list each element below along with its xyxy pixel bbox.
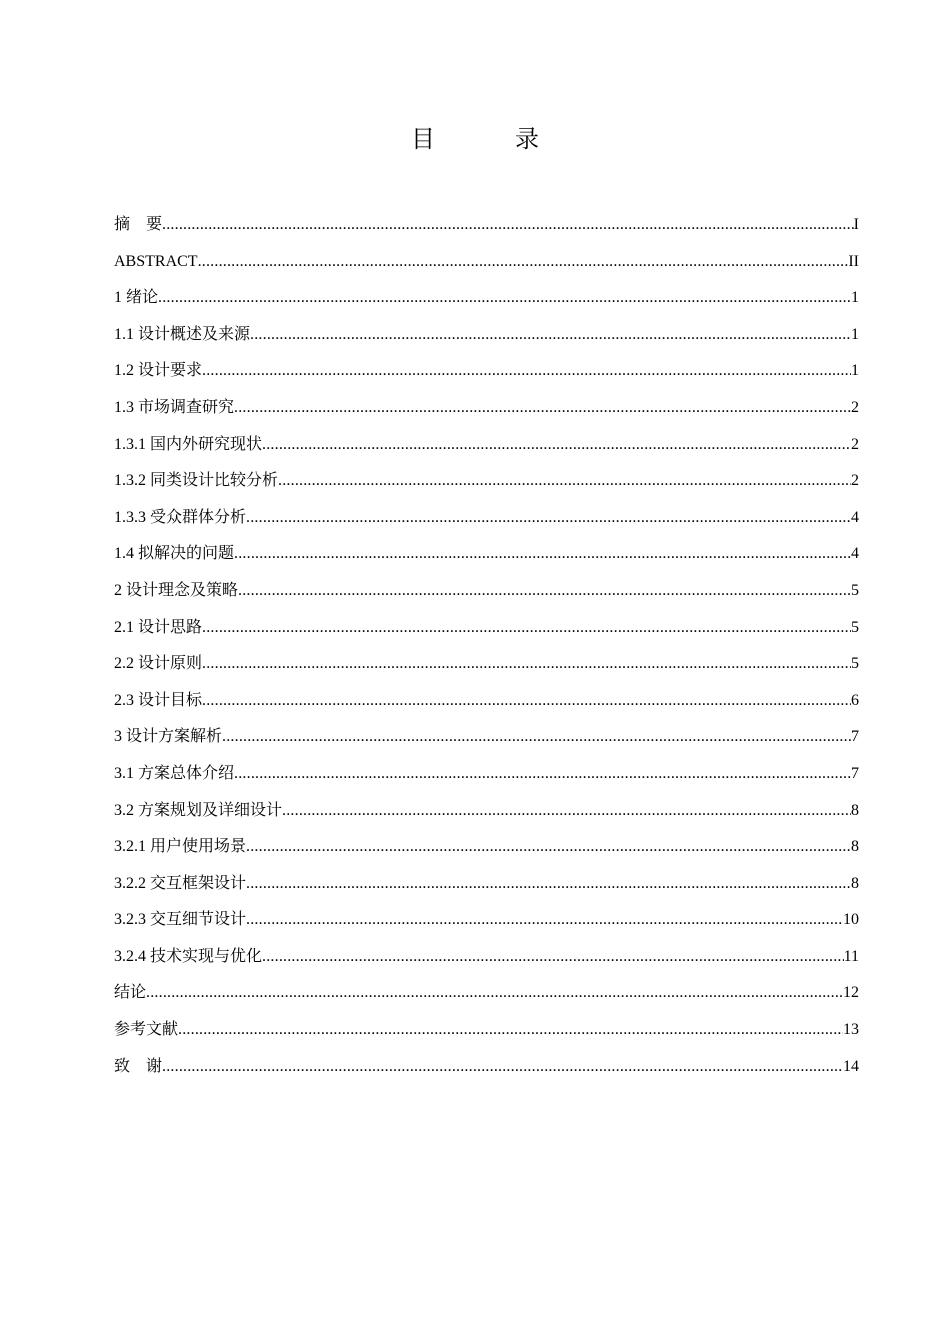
toc-entry-page-number: 1 [851, 325, 859, 343]
toc-dot-leader [146, 975, 843, 1012]
toc-dot-leader [162, 207, 854, 244]
toc-entry-page-number: 11 [843, 947, 859, 965]
toc-entry[interactable] [114, 500, 859, 537]
toc-dot-leader [234, 536, 851, 573]
toc-entry-page-number: 2 [851, 435, 859, 453]
toc-dot-leader [178, 1012, 843, 1049]
toc-entry-page-number: 8 [851, 838, 859, 856]
toc-entry[interactable] [114, 719, 859, 756]
toc-entry-page-number: 8 [851, 874, 859, 892]
toc-dot-leader [162, 1049, 843, 1086]
toc-entry-page-number: 12 [843, 984, 859, 1002]
toc-entry[interactable] [114, 1049, 859, 1086]
toc-entry[interactable] [114, 536, 859, 573]
toc-entry[interactable] [114, 975, 859, 1012]
toc-entry-page-number: 8 [851, 801, 859, 819]
toc-entry[interactable] [114, 1012, 859, 1049]
toc-entry-label: 3.1 方案总体介绍 [114, 764, 235, 782]
toc-entry[interactable] [114, 244, 859, 281]
toc-entry-label: 2.3 设计目标 [114, 691, 203, 709]
toc-dot-leader [262, 939, 844, 976]
toc-entry-label: 1.3.3 受众群体分析 [114, 508, 247, 526]
toc-entry[interactable] [114, 610, 859, 647]
toc-entry[interactable] [114, 793, 859, 830]
toc-dot-leader [158, 280, 851, 317]
toc-entry-label: 2.2 设计原则 [114, 655, 203, 673]
toc-dot-leader [234, 756, 851, 793]
toc-entry-label: ABSTRACT [114, 252, 198, 270]
toc-entry-label: 1.1 设计概述及来源 [114, 325, 251, 343]
toc-entry-page-number: 14 [843, 1057, 859, 1075]
toc-entry[interactable] [114, 866, 859, 903]
toc-entry-label: 3.2.4 技术实现与优化 [114, 947, 263, 965]
toc-entry[interactable] [114, 317, 859, 354]
toc-dot-leader [246, 866, 851, 903]
toc-entry-label: 3.2.2 交互框架设计 [114, 874, 247, 892]
toc-entry-label: 3.2 方案规划及详细设计 [114, 801, 283, 819]
toc-entry-label: 1 绪论 [114, 289, 159, 307]
toc-entry-page-number: 2 [851, 398, 859, 416]
toc-dot-leader [202, 646, 851, 683]
toc-entry-label: 结论 [114, 984, 147, 1002]
toc-entry-label: 1.4 拟解决的问题 [114, 545, 235, 563]
toc-dot-leader [222, 719, 851, 756]
toc-entry[interactable] [114, 463, 859, 500]
toc-entry-label: 1.3 市场调查研究 [114, 398, 235, 416]
toc-entry-label: 2.1 设计思路 [114, 618, 203, 636]
toc-dot-leader [262, 427, 851, 464]
toc-dot-leader [246, 500, 851, 537]
toc-entry[interactable] [114, 207, 859, 244]
toc-entry-label: 2 设计理念及策略 [114, 581, 239, 599]
toc-entry[interactable] [114, 280, 859, 317]
toc-entry-label: 参考文献 [114, 1021, 179, 1039]
toc-entry-page-number: 5 [851, 618, 859, 636]
toc-entry-page-number: 1 [851, 362, 859, 380]
toc-dot-leader [198, 244, 849, 281]
toc-title: 目 录 [411, 127, 567, 153]
toc-entry-label: 3.2.1 用户使用场景 [114, 838, 247, 856]
toc-entry-page-number: 6 [851, 691, 859, 709]
toc-entry-page-number: I [853, 216, 859, 233]
toc-dot-leader [238, 573, 851, 610]
toc-entry-page-number: 5 [851, 655, 859, 673]
toc-dot-leader [246, 829, 851, 866]
toc-entry[interactable] [114, 902, 859, 939]
toc-entry[interactable] [114, 573, 859, 610]
toc-entry-page-number: II [848, 252, 859, 270]
toc-entry[interactable] [114, 756, 859, 793]
toc-entry-page-number: 1 [851, 289, 859, 307]
toc-entry[interactable] [114, 427, 859, 464]
toc-entry-label: 致 谢 [114, 1057, 163, 1075]
toc-entry-page-number: 5 [851, 581, 859, 599]
toc-entry-page-number: 4 [851, 508, 859, 526]
toc-entry[interactable] [114, 390, 859, 427]
toc-dot-leader [202, 353, 851, 390]
toc-entry-page-number: 2 [851, 472, 859, 490]
toc-dot-leader [234, 390, 851, 427]
toc-entry-page-number: 7 [851, 764, 859, 782]
toc-entry-page-number: 4 [851, 545, 859, 563]
toc-entry[interactable] [114, 683, 859, 720]
toc-dot-leader [278, 463, 851, 500]
toc-entry-label: 1.2 设计要求 [114, 362, 203, 380]
toc-entry-label: 3 设计方案解析 [114, 728, 223, 746]
toc-dot-leader [250, 317, 851, 354]
toc-entry-label: 1.3.1 国内外研究现状 [114, 435, 263, 453]
toc-list [114, 207, 859, 1085]
toc-dot-leader [282, 793, 851, 830]
toc-entry-label: 1.3.2 同类设计比较分析 [114, 472, 279, 490]
toc-entry-page-number: 10 [843, 911, 859, 929]
toc-entry[interactable] [114, 353, 859, 390]
toc-entry-label: 摘 要 [114, 216, 163, 233]
toc-entry-page-number: 7 [851, 728, 859, 746]
toc-dot-leader [202, 683, 851, 720]
toc-entry[interactable] [114, 939, 859, 976]
toc-dot-leader [202, 610, 851, 647]
toc-entry[interactable] [114, 646, 859, 683]
toc-entry-label: 3.2.3 交互细节设计 [114, 911, 247, 929]
toc-entry-page-number: 13 [843, 1021, 859, 1039]
toc-dot-leader [246, 902, 843, 939]
toc-entry[interactable] [114, 829, 859, 866]
